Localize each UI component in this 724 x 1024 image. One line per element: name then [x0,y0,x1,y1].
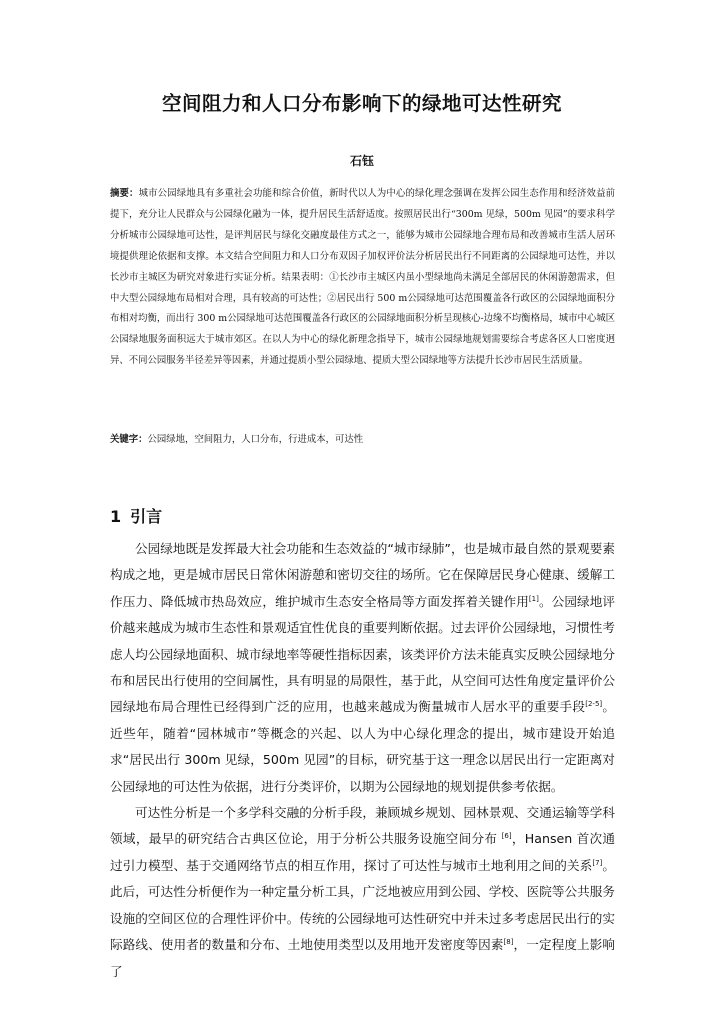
keywords-block [110,430,615,450]
citation: [1] [528,594,539,603]
paragraph-text: ，Hansen 首次通过引力模型、基于交通网络节点的相互作用，探讨了可达性与城市土地利用之间的关系 [110,831,615,873]
section-heading [110,504,162,527]
citation: [7] [592,858,603,867]
section-title: 引言 [130,507,163,526]
paper-title: 空间阻力和人口分布影响下的绿地可达性研究 [161,92,562,115]
paragraph-text: 可达性分析是一个多学科交融的分析手段，兼顾城乡规划、园林景观、交通运输等学科领域，最早的研究结合古典区位论，用于分析公共服务设施空间分布 [110,805,615,847]
paragraph-1 [110,536,615,800]
keywords-text: 公园绿地，空间阻力，人口分布，行进成本，可达性 [147,434,364,445]
paragraph-text: 公园绿地既是发挥最大社会功能和生态效益的“城市绿肺”，也是城市最自然的景观要素构成之地，更是城市居民日常休闲游憩和密切交往的场所。它在保障居民身心健康、缓解工作压力、降低城市热岛效应，维护城市生态安全格局等方面发挥着关键作用 [110,541,615,609]
keywords-label: 关键字： [110,434,148,445]
citation: [6] [501,832,512,841]
abstract-label: 摘要： [110,188,139,199]
citation: [2-5] [585,700,603,709]
paragraph-text: 。公园绿地评价越来越成为城市生态性和景观适宜性优良的重要判断依据。过去评价公园绿地，习惯性考虑人均公园绿地面积、城市绿地率等硬性指标因素，该类评价方法未能真实反映公园绿地分布和居民出行使用的空间属性，具有明显的局限性，基于此，从空间可达性角度定量评价公园绿地布局合理性已经得到广泛的应用，也越来越成为衡量城市人居水平的重要手段 [110,593,616,715]
abstract-block [110,184,615,372]
author-name: 石钰 [349,154,374,168]
paragraph-text: 。此后，可达性分析便作为一种定量分析工具，广泛地被应用到公园、学校、医院等公共服务设施的空间区位的合理性评价中。传统的公园绿地可达性研究中并未过多考虑居民出行的实际路线、使用者的数量和分布、土地使用类型以及用地开发密度等因素 [110,857,616,953]
abstract-text: 城市公园绿地具有多重社会功能和综合价值，新时代以人为中心的绿化理念强调在发挥公园生态作用和经济效益前提下，充分让人民群众与公园绿化融为一体，提升居民生活舒适度。按照居民出行“300m 见绿，500m 见园”的要求科学分析城市公园绿地可达性，是评判居民与绿化交融度最佳方式之一，能够为城市公园绿地合理布局和改善城市生活人居环境提供理论依据和支撑。本文结合空间阻力和人口分布双因子加权评价法分析居民出行不同距离的公园绿地可达性，并以长沙市主城区为研究对象进行实证分析。结果表明：①长沙市主城区内虽小型绿地尚未满足全部居民的休闲游憩需求，但中大型公园绿地布局相对合理，具有较高的可达性；②居民出行 500 m公园绿地可达范围覆盖各行政区的公园绿地面积分布相对均衡，而出行 300 m公园绿地可达范围覆盖各行政区的公园绿地面积分析呈现核心-边缘不均衡格局，城市中心城区公园绿地服务面积远大于城市郊区。在以人为中心的绿化新理念指导下，城市公园绿地规划需要综合考虑各区人口密度迥异、不同公园服务半径差异等因素，并通过提质小型公园绿地、提质大型公园绿地等方法提升长沙市居民生活质量。 [110,188,615,367]
paragraph-text: 。近些年，随着“园林城市”等概念的兴起、以人为中心绿化理念的提出，城市建设开始追求“居民出行 300m 见绿，500m 见园”的目标，研究基于这一理念以居民出行一定距离对公园绿地的可达性为依据，进行分类评价，以期为公园绿地的规划提供参考依据。 [110,699,616,794]
paragraph-text: ，一定程度上影响了 [110,937,616,979]
body-text [110,536,615,985]
citation: [8] [503,937,514,946]
paragraph-2 [110,800,615,985]
section-number: 1 [110,507,122,526]
